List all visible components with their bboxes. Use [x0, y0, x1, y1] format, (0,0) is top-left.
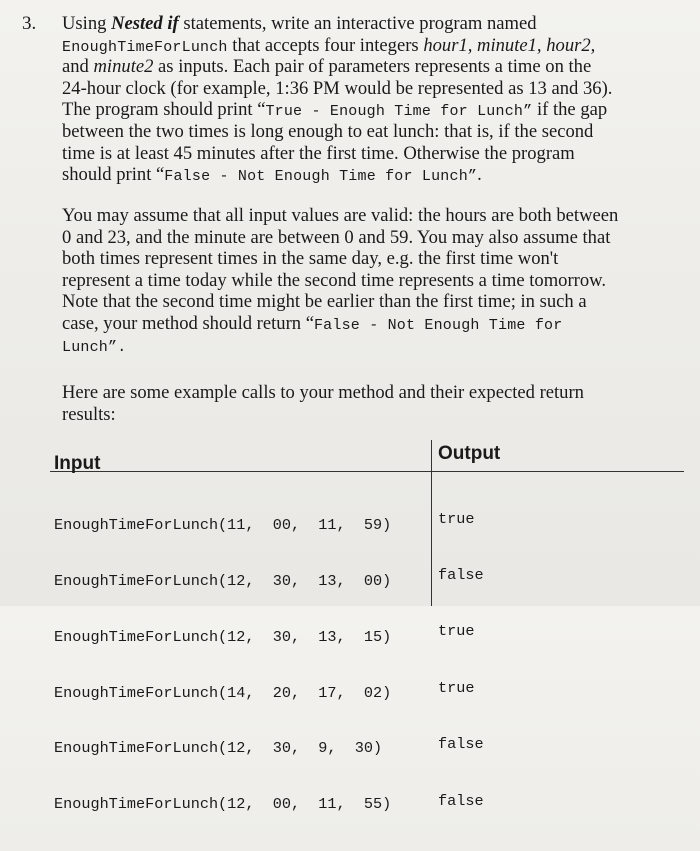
input-column — [54, 479, 391, 851]
column-divider — [431, 440, 432, 606]
examples-intro — [62, 382, 584, 425]
paragraph-line — [62, 13, 642, 35]
table-output-cell: true — [438, 678, 475, 697]
header-divider — [50, 471, 684, 472]
table-input-cell: EnoughTimeForLunch(11, 00, 11, 59) — [54, 516, 392, 535]
text-run: that accepts four integers — [227, 34, 424, 56]
paragraph-line: time is at least 45 minutes after the first time. Otherwise the program — [62, 142, 575, 164]
paragraph-line: Note that the second time might be earlier than the first time; in such a — [62, 291, 587, 313]
output-string: True - Enough Time for Lunch” — [265, 103, 533, 121]
paragraph-line: You may assume that all input values are valid: the hours are both between — [62, 205, 619, 226]
text-run: statements, write an interactive program named — [178, 13, 537, 34]
parameter-name: minute2 — [93, 56, 154, 78]
paragraph-line — [62, 99, 642, 121]
paragraph-line: 24-hour clock (for example, 1:36 PM would be represented as 13 and 36). — [62, 77, 613, 99]
output-column-header: Output — [438, 443, 501, 464]
paragraph-line: 0 and 23, and the minute are between 0 and 59. You may also assume that — [62, 226, 611, 248]
emphasis-text: Nested if — [111, 13, 179, 34]
paragraph-line: Here are some example calls to your method and their expected return — [62, 382, 584, 403]
table-output-cell: false — [438, 791, 484, 810]
paragraph-line: both times represent times in the same day, e.g. the first time won't — [62, 248, 559, 270]
table-input-cell: EnoughTimeForLunch(12, 30, 9, 30) — [54, 739, 383, 758]
text-run: . — [477, 164, 482, 186]
assumptions-paragraph — [62, 205, 618, 356]
paragraph-line — [62, 313, 618, 335]
text-run: should print “ — [62, 164, 165, 186]
output-string: False - Not Enough Time for Lunch” — [164, 168, 478, 186]
text-run: as inputs. Each pair of parameters represents a time on the — [153, 56, 592, 78]
table-output-cell: false — [438, 735, 484, 754]
text-run: case, your method should return “ — [62, 312, 314, 334]
table-input-cell: EnoughTimeForLunch(12, 30, 13, 15) — [54, 627, 392, 646]
output-string: Lunch”. — [62, 338, 127, 356]
text-run: The program should print “ — [62, 99, 266, 121]
paragraph-line — [62, 164, 642, 186]
paragraph-line: represent a time today while the second time represents a time tomorrow. — [62, 269, 607, 291]
table-input-cell: EnoughTimeForLunch(12, 00, 11, 55) — [54, 795, 392, 814]
table-input-cell: EnoughTimeForLunch(14, 20, 17, 02) — [54, 683, 392, 702]
parameter-names: hour1, minute1, hour2, — [423, 34, 596, 56]
table-output-cell: true — [438, 622, 475, 641]
output-string: False - Not Enough Time for — [313, 316, 563, 334]
text-run: and — [62, 56, 94, 78]
paragraph-line: results: — [62, 403, 116, 425]
table-output-cell: false — [438, 565, 484, 584]
question-number: 3. — [22, 13, 37, 34]
problem-paragraph — [62, 13, 642, 186]
table-output-cell: true — [438, 509, 475, 528]
paragraph-line — [62, 335, 618, 357]
program-name: EnoughTimeForLunch — [62, 38, 228, 56]
paragraph-line — [62, 56, 642, 78]
input-column-header: Input — [54, 453, 101, 474]
examples-table — [50, 436, 684, 814]
output-column — [438, 472, 493, 848]
text-run: if the gap — [532, 99, 608, 121]
table-input-cell: EnoughTimeForLunch(12, 30, 13, 00) — [54, 571, 392, 590]
text-run: Using — [62, 13, 112, 34]
paragraph-line — [62, 35, 642, 57]
paragraph-line: between the two times is long enough to eat lunch: that is, if the second — [62, 120, 594, 142]
